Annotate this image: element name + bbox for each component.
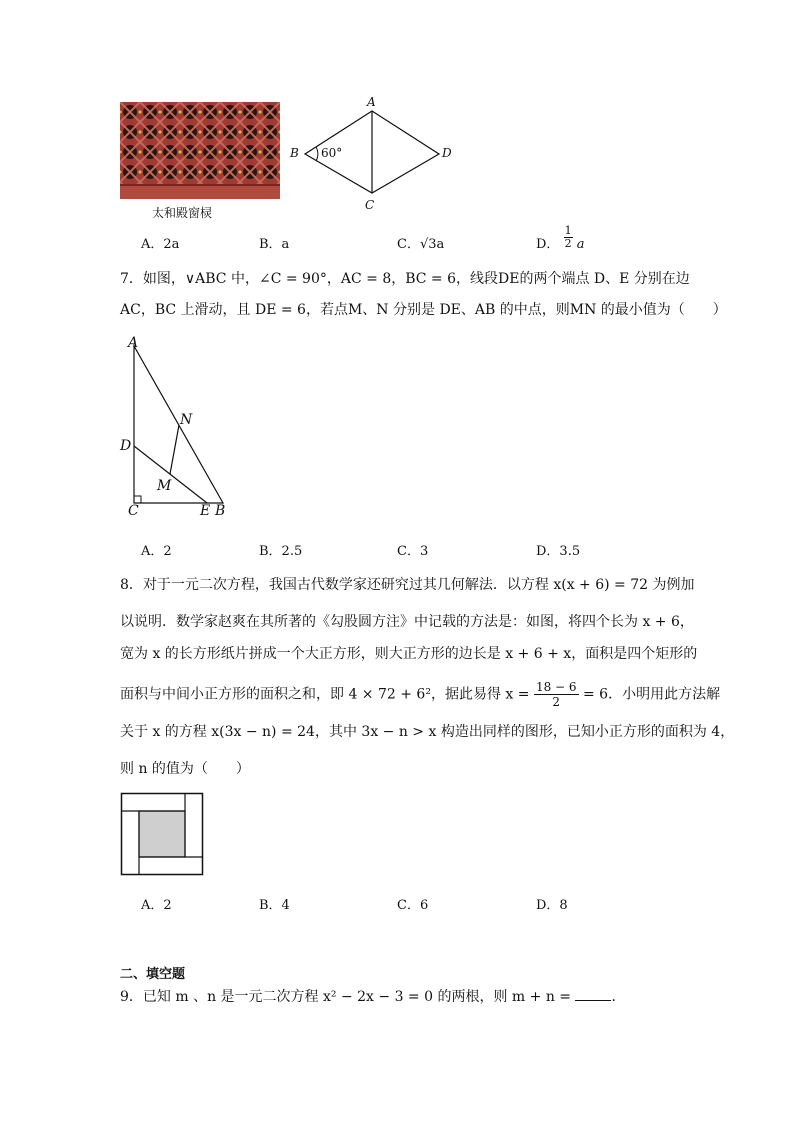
right-angle-mark <box>134 496 141 503</box>
q8-line-6: 则 n 的值为（ ） <box>120 761 250 777</box>
q6-option-a: A．2a <box>141 237 180 252</box>
frac-solution-den: 2 <box>552 695 561 709</box>
q7-line-1: 7．如图，∨ABC 中，∠C = 90°，AC = 8，BC = 6，线段DE的两个端点 D、E 分别在边 <box>120 271 690 287</box>
q8-line-4-end: = 6．小明用此方法解 <box>582 686 721 703</box>
window-lattice-photo <box>120 102 280 199</box>
frac-den: 2 <box>564 237 572 250</box>
answer-blank[interactable] <box>575 988 611 1001</box>
q6-option-c: C．√3a <box>397 237 445 252</box>
segment-mn <box>170 425 179 474</box>
q6-option-b: B．a <box>259 237 290 252</box>
q8-line-3: 宽为 x 的长方形纸片拼成一个大正方形，则大正方形的边长是 x + 6 + x，面积是四个矩形的 <box>120 646 698 662</box>
q7-line-2: AC，BC 上滑动，且 DE = 6，若点M、N 分别是 DE、AB 的中点，则MN 的最小值为（ ） <box>120 302 727 318</box>
triangle-abc <box>134 346 223 503</box>
q8-line-4-start: 面积与中间小正方形的面积之和，即 4 × 72 + 6²，据此易得 x = <box>120 686 530 703</box>
square-figure <box>120 792 206 876</box>
q7-label-d: D <box>120 438 132 454</box>
triangle-figure <box>115 335 245 525</box>
q7-label-m: M <box>157 478 172 494</box>
q7-label-a: A <box>128 335 139 351</box>
q8-option-c: C．6 <box>397 898 429 913</box>
q8-option-d: D．8 <box>536 898 568 913</box>
frac-num: 1 <box>564 224 572 237</box>
label-c: C <box>365 198 375 212</box>
q7-option-b: B．2.5 <box>259 544 303 559</box>
q6-option-d <box>536 224 585 252</box>
frac-var: a <box>576 237 585 252</box>
q7-option-c: C．3 <box>397 544 429 559</box>
q7-option-a: A．2 <box>141 544 172 559</box>
q9-text: 9．已知 m 、n 是一元二次方程 x² − 2x − 3 = 0 的两根，则 m + n = <box>120 989 572 1005</box>
section-title: 二、填空题 <box>120 967 186 982</box>
frac-solution-num: 18 − 6 <box>535 680 577 694</box>
rhombus-figure <box>285 95 455 215</box>
label-a: A <box>367 95 376 109</box>
q8-line-5: 关于 x 的方程 x(3x − n) = 24，其中 3x − n > x 构造出同样的图形，已知小正方形的面积为 4， <box>120 724 735 740</box>
inner-square <box>139 811 185 857</box>
q9-line <box>120 988 625 1006</box>
q8-line-4 <box>120 680 720 709</box>
q7-label-n: N <box>180 412 193 428</box>
q9-end: ． <box>611 989 626 1005</box>
fraction-solution <box>534 680 579 709</box>
angle-arc <box>316 147 318 161</box>
q8-line-2: 以说明．数学家赵爽在其所著的《勾股圆方注》中记载的方法是：如图，将四个长为 x + 6， <box>120 614 694 630</box>
q6-option-d-letter: D． <box>536 237 560 252</box>
fraction-half <box>564 225 573 250</box>
photo-caption: 太和殿窗棂 <box>152 206 213 220</box>
q7-option-d: D．3.5 <box>536 544 581 559</box>
q7-label-e: E <box>200 503 211 519</box>
angle-label: 60° <box>321 146 343 160</box>
q7-label-b: B <box>215 503 226 519</box>
q8-option-b: B．4 <box>259 898 290 913</box>
q8-option-a: A．2 <box>141 898 172 913</box>
label-d: D <box>442 146 452 160</box>
q8-line-1: 8．对于一元二次方程，我国古代数学家还研究过其几何解法．以方程 x(x + 6) = 72 为例加 <box>120 577 695 593</box>
label-b: B <box>290 146 299 160</box>
q7-label-c: C <box>128 503 139 519</box>
